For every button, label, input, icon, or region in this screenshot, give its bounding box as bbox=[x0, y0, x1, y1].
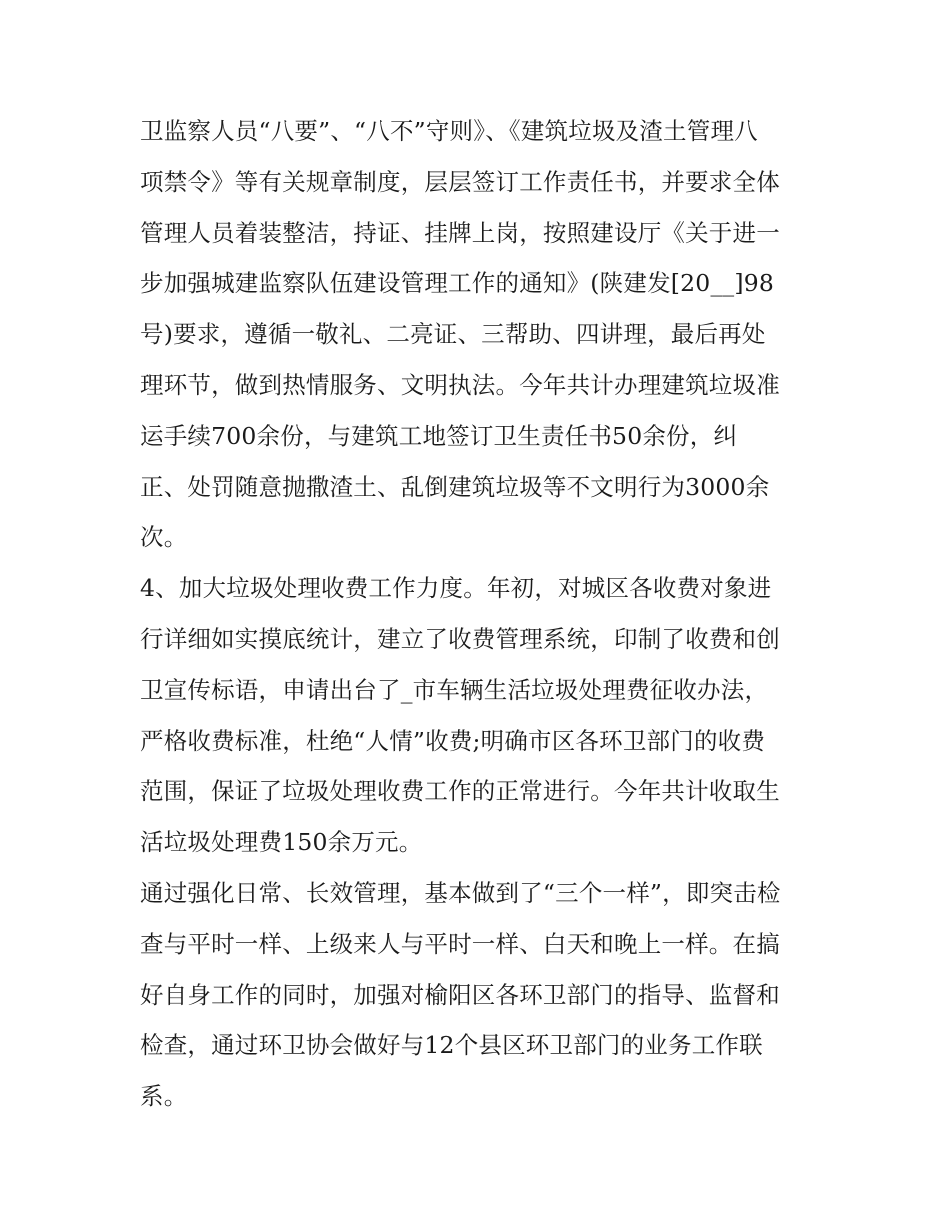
text-line: 管理人员着装整洁，持证、挂牌上岗，按照建设厅《关于进一 bbox=[140, 218, 780, 247]
text-line: 步加强城建监察队伍建设管理工作的通知》(陕建发[20__]98 bbox=[140, 269, 775, 298]
text-line: 范围，保证了垃圾处理收费工作的正常进行。今年共计收取生 bbox=[140, 777, 780, 806]
text-line: 项禁令》等有关规章制度，层层签订工作责任书，并要求全体 bbox=[140, 167, 780, 196]
text-line: 好自身工作的同时，加强对榆阳区各环卫部门的指导、监督和 bbox=[140, 980, 780, 1009]
text-line: 活垃圾处理费150余万元。 bbox=[140, 828, 423, 857]
text-line: 4、加大垃圾处理收费工作力度。年初，对城区各收费对象进 bbox=[140, 574, 772, 603]
text-line: 卫监察人员“八要”、“八不”守则》、《建筑垃圾及渣土管理八 bbox=[140, 117, 758, 145]
text-line: 行详细如实摸底统计，建立了收费管理系统，印制了收费和创 bbox=[140, 624, 780, 653]
text-line: 理环节，做到热情服务、文明执法。今年共计办理建筑垃圾准 bbox=[140, 370, 780, 399]
document-body bbox=[140, 106, 820, 1122]
text-line: 正、处罚随意抛撒渣土、乱倒建筑垃圾等不文明行为3000余 bbox=[140, 472, 770, 501]
text-line: 卫宣传标语，申请出台了_市车辆生活垃圾处理费征收办法， bbox=[140, 675, 769, 704]
text-line: 次。 bbox=[140, 523, 188, 552]
text-line: 查与平时一样、上级来人与平时一样、白天和晚上一样。在搞 bbox=[140, 929, 780, 958]
text-line: 检查，通过环卫协会做好与12个县区环卫部门的业务工作联 bbox=[140, 1031, 763, 1060]
text-line: 系。 bbox=[140, 1082, 188, 1111]
text-line: 通过强化日常、长效管理，基本做到了“三个一样”，即突击检 bbox=[140, 878, 781, 907]
text-line: 严格收费标准，杜绝“人情”收费;明确市区各环卫部门的收费 bbox=[140, 726, 766, 755]
text-line: 号)要求，遵循一敬礼、二亮证、三帮助、四讲理，最后再处 bbox=[140, 320, 766, 349]
text-line: 运手续700余份，与建筑工地签订卫生责任书50余份，纠 bbox=[140, 421, 738, 450]
